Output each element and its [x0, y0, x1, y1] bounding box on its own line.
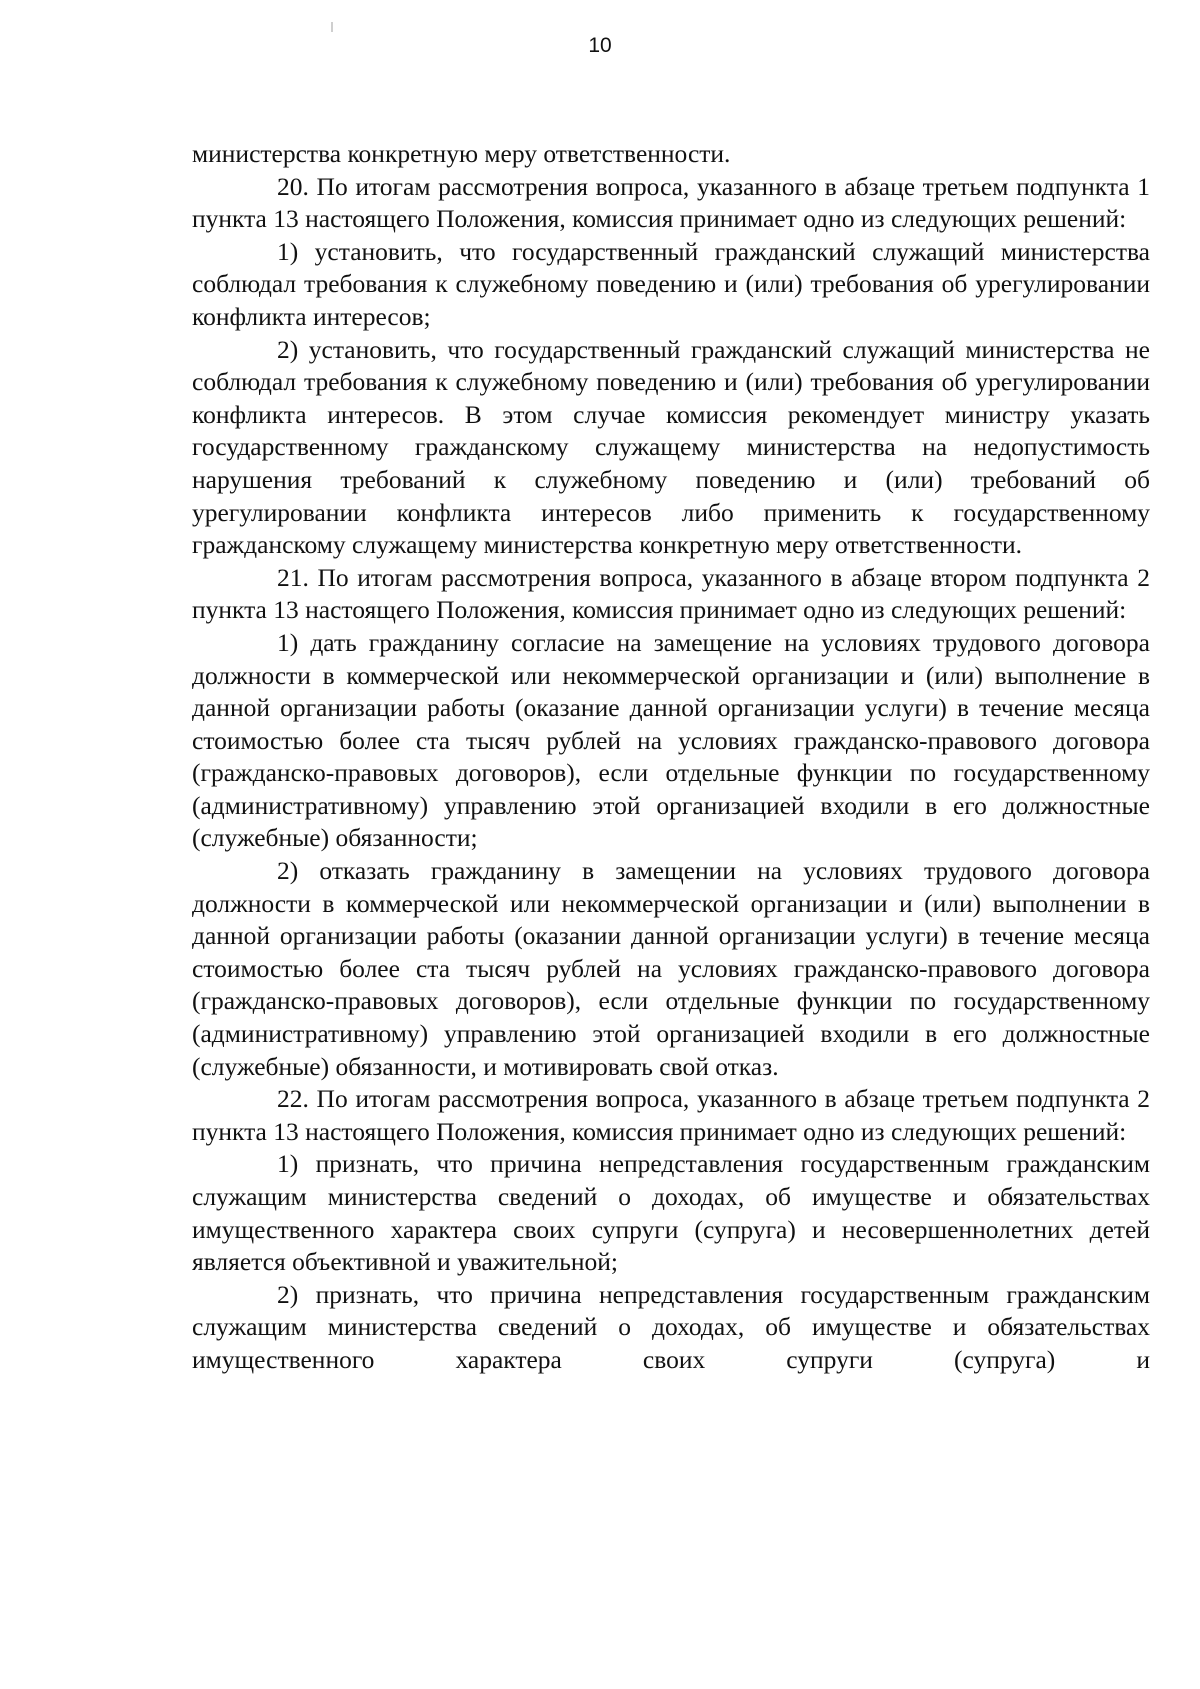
page-number: 10	[588, 34, 612, 57]
paragraph: 1) дать гражданину согласие на замещение на условиях трудового договора должности в коммерческой или некоммерческой организации и (или) выполнение в данной организации работы (оказание данной организации услуги) в течение месяца стоимостью более ста тысяч рублей на условиях гражданско-правового договора (гражданско-правовых договоров), если отдельные функции по государственному (административному) управлению этой организацией входили в его должностные (служебные) обязанности;	[192, 627, 1150, 853]
scan-artifact	[331, 22, 333, 32]
paragraph-continued: 2) признать, что причина непредставления государственным гражданским служащим министерства сведений о доходах, об имуществе и обязательствах имущественного характера своих супруги (супруга) и	[192, 1279, 1150, 1374]
paragraph: 20. По итогам рассмотрения вопроса, указанного в абзаце третьем подпункта 1 пункта 13 настоящего Положения, комиссия принимает одно из следующих решений:	[192, 171, 1150, 234]
paragraph: 1) установить, что государственный гражданский служащий министерства соблюдал требования к служебному поведению и (или) требования об урегулировании конфликта интересов;	[192, 236, 1150, 331]
document-body	[192, 138, 1150, 1377]
paragraph: 21. По итогам рассмотрения вопроса, указанного в абзаце втором подпункта 2 пункта 13 настоящего Положения, комиссия принимает одно из следующих решений:	[192, 562, 1150, 625]
paragraph: 1) признать, что причина непредставления государственным гражданским служащим министерства сведений о доходах, об имуществе и обязательствах имущественного характера своих супруги (супруга) и несовершеннолетних детей является объективной и уважительной;	[192, 1149, 1150, 1277]
paragraph: 2) установить, что государственный гражданский служащий министерства не соблюдал требования к служебному поведению и (или) требования об урегулировании конфликта интересов. В этом случае комиссия рекомендует министру указать государственному гражданскому служащему министерства на недопустимость нарушения требований к служебному поведению и (или) требований об урегулировании конфликта интересов либо применить к государственному гражданскому служащему министерства конкретную меру ответственности.	[192, 334, 1150, 560]
paragraph: министерства конкретную меру ответственности.	[192, 139, 731, 168]
paragraph: 22. По итогам рассмотрения вопроса, указанного в абзаце третьем подпункта 2 пункта 13 настоящего Положения, комиссия принимает одно из следующих решений:	[192, 1084, 1150, 1146]
paragraph: 2) отказать гражданину в замещении на условиях трудового договора должности в коммерческой или некоммерческой организации и (или) выполнении в данной организации работы (оказании данной организации услуги) в течение месяца стоимостью более ста тысяч рублей на условиях гражданско-правового договора (гражданско-правовых договоров), если отдельные функции по государственному (административному) управлению этой организацией входили в его должностные (служебные) обязанности, и мотивировать свой отказ.	[192, 856, 1150, 1081]
